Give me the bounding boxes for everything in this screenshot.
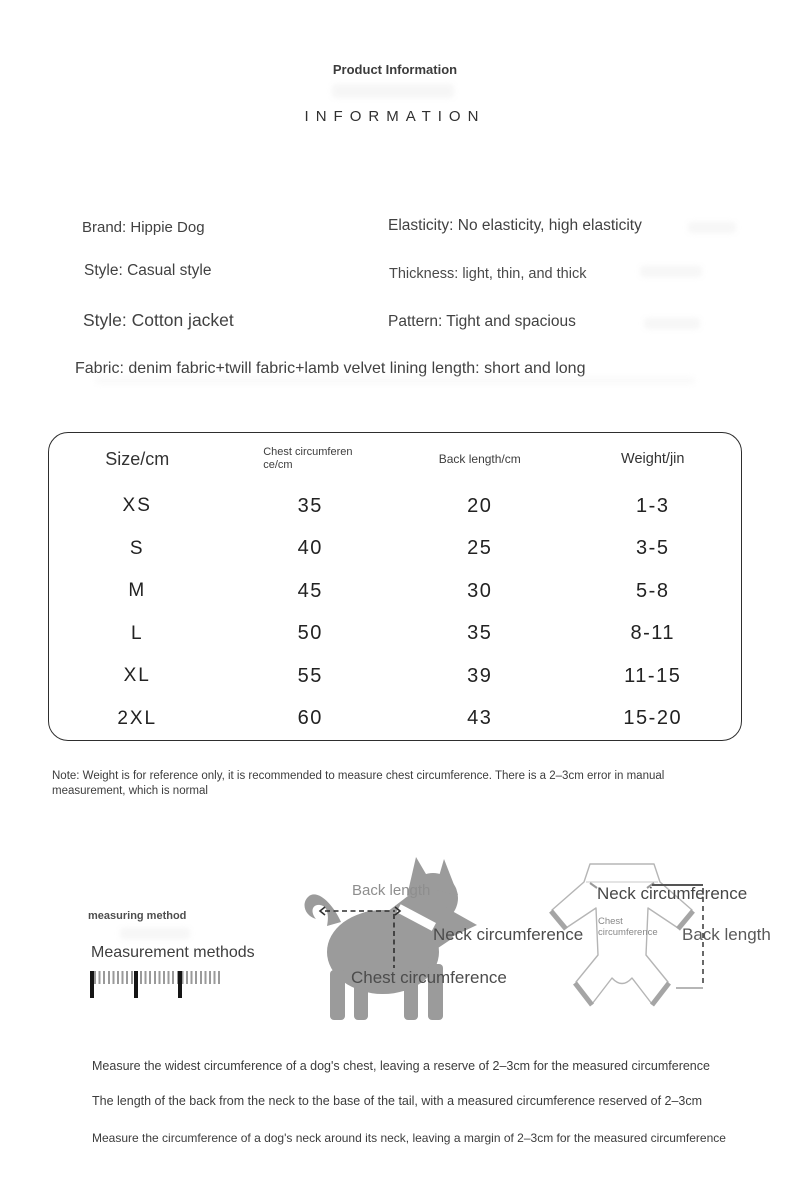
cell-weight: 8-11: [630, 622, 676, 645]
spec-style: Style: Casual style: [84, 262, 212, 279]
table-row: [49, 698, 741, 741]
erased-text-smudge: [640, 266, 702, 277]
page-title: Product Information: [332, 62, 458, 77]
cell-chest: 60: [297, 707, 323, 730]
cell-size: L: [130, 622, 144, 644]
instruction-neck: Measure the circumference of a dog's neck around its neck, leaving a margin of 2–3cm for the measured circumference: [92, 1131, 726, 1145]
spec-pattern: Pattern: Tight and spacious: [388, 313, 576, 330]
table-row: [49, 570, 741, 613]
spec-elasticity: Elasticity: No elasticity, high elasticity: [388, 217, 642, 234]
garment-chest-circumference-label: Chest circumference: [598, 916, 658, 938]
spec-style-2: Style: Cotton jacket: [83, 310, 234, 330]
erased-text-smudge: [688, 222, 736, 233]
ruler-major-tick: [178, 971, 182, 998]
size-chart-header-row: [49, 433, 741, 485]
cell-chest: 50: [297, 622, 323, 645]
ruler-major-tick: [134, 971, 138, 998]
cell-back: 30: [467, 579, 493, 602]
cell-back: 20: [467, 494, 493, 517]
cell-chest: 55: [297, 664, 323, 687]
cell-size: S: [129, 537, 145, 559]
erased-text-smudge: [644, 318, 700, 329]
ruler-major-tick: [90, 971, 94, 998]
cell-back: 39: [467, 664, 493, 687]
spec-brand: Brand: Hippie Dog: [82, 219, 205, 236]
erased-text-smudge: [120, 928, 190, 939]
erased-text-smudge: [332, 84, 454, 98]
instruction-chest: Measure the widest circumference of a dog's chest, leaving a reserve of 2–3cm for the measured circumference: [92, 1059, 710, 1073]
cell-size: XL: [123, 665, 151, 687]
garment-back-length-label: Back length: [682, 925, 771, 944]
cell-back: 43: [467, 707, 493, 730]
measurement-methods-title: Measurement methods: [91, 944, 255, 961]
cell-size: M: [128, 580, 147, 602]
cell-weight: 3-5: [636, 537, 670, 560]
table-row: [49, 613, 741, 656]
instruction-back: The length of the back from the neck to the base of the tail, with a measured circumference reserved of 2–3cm: [92, 1094, 703, 1108]
ruler-icon: [90, 971, 222, 998]
table-row: [49, 528, 741, 571]
measuring-method-label: measuring method: [88, 910, 187, 922]
dog-neck-circumference-label: Neck circumference: [433, 925, 584, 944]
dog-back-length-label: Back length: [352, 882, 431, 899]
page-subtitle: INFORMATION: [304, 108, 486, 125]
dog-chest-circumference-label: Chest circumference: [351, 968, 507, 987]
spec-thickness: Thickness: light, thin, and thick: [389, 266, 587, 282]
cell-weight: 5-8: [636, 579, 670, 602]
size-chart-table: [49, 433, 741, 740]
cell-size: XS: [122, 495, 152, 517]
garment-neck-circumference-label: Neck circumference: [597, 884, 748, 903]
table-row: [49, 655, 741, 698]
cell-back: 35: [467, 622, 493, 645]
measurement-note: Note: Weight is for reference only, it is recommended to measure chest circumference. There is a 2–3cm error in manual measurement, which is normal: [52, 770, 665, 797]
column-header-chest: Chest circumference/cm: [263, 445, 353, 471]
cell-weight: 1-3: [636, 494, 670, 517]
cell-chest: 40: [297, 537, 323, 560]
cell-back: 25: [467, 537, 493, 560]
spec-fabric: Fabric: denim fabric+twill fabric+lamb velvet lining length: short and long: [75, 360, 586, 377]
cell-weight: 15-20: [623, 707, 683, 730]
cell-size: 2XL: [117, 707, 158, 729]
column-header-weight: Weight/jin: [621, 451, 685, 467]
erased-text-smudge: [95, 377, 695, 384]
column-header-size: Size/cm: [105, 448, 170, 469]
column-header-back: Back length/cm: [438, 452, 521, 466]
size-chart: [48, 432, 742, 741]
table-row: [49, 485, 741, 528]
cell-chest: 35: [297, 494, 323, 517]
cell-weight: 11-15: [624, 664, 682, 687]
cell-chest: 45: [297, 579, 323, 602]
